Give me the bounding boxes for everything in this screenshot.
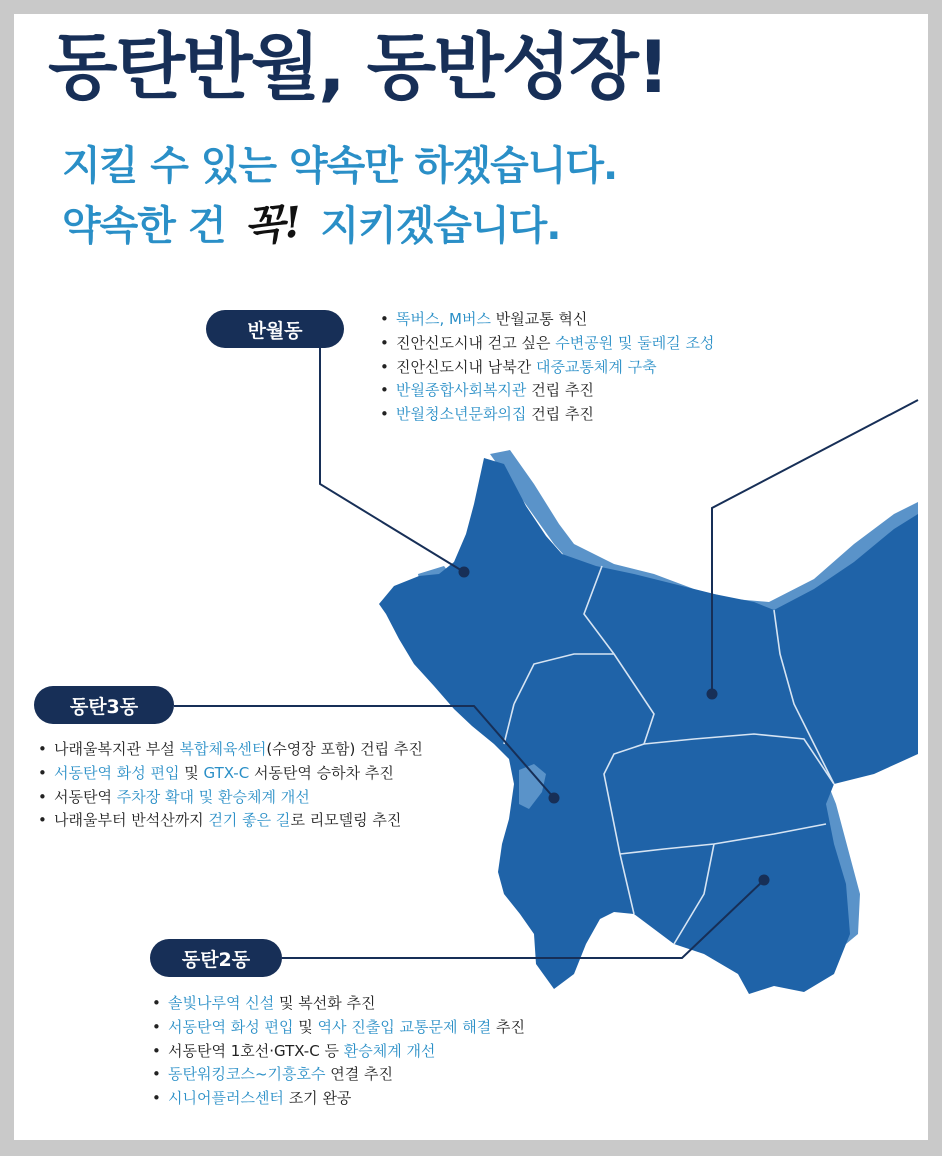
subheadline-2-before: 약속한 건 [62,203,226,249]
bullet-dot: • [152,994,161,1012]
pledge-item [38,738,423,762]
pledge-text: 나래울복지관 부설 [54,740,180,758]
pledge-highlight-text: 역사 진출입 교통문제 해결 [317,1017,492,1036]
poster-card [14,14,928,1140]
pledge-text: 나래울부터 반석산까지 [54,811,209,830]
pledge-item [38,809,423,833]
pledge-highlight-text: 복합체육센터 [179,740,267,758]
pledge-text: 연결 추진 [325,1065,393,1084]
pledge-text: 진안신도시내 남북간 [396,357,536,376]
pledge-text: 조기 완공 [283,1089,352,1108]
pledge-item [152,1063,525,1087]
bullet-dot: • [380,405,389,424]
pledge-text: 진안신도시내 걷고 싶은 [396,333,556,352]
map-territory [379,458,918,994]
pledge-text: 건립 추진 [526,405,594,424]
pledge-text: 건립 추진 [526,381,594,400]
pledge-text: 및 복선화 추진 [274,994,376,1012]
pledge-highlight-text: GTX-C [203,763,250,782]
pledge-highlight-text: 대중교통체계 구축 [535,357,657,376]
pledge-item [380,308,714,332]
pledge-text: 로 리모델링 추진 [290,811,402,830]
pledge-item [152,1016,525,1040]
district-label-dongtan3: 동탄3동 [34,686,174,724]
pledge-text: 및 [293,1017,318,1036]
marker-dongtan2 [759,875,770,886]
bullet-dot: • [152,1065,161,1084]
subheadline-2-accent: 꼭! [241,197,304,252]
dongtan2-pledge-list [152,992,525,1111]
banwol-pledge-list [380,308,714,427]
marker-dongtan3 [549,793,560,804]
pledge-highlight-text: 솔빛나루역 신설 [168,994,275,1012]
pledge-text: 추진 [491,1017,525,1036]
bullet-dot: • [38,811,47,830]
pledge-highlight-text: 주차장 확대 및 환승체계 개선 [116,787,310,806]
pledge-highlight-text: 서동탄역 화성 편입 [54,763,180,782]
bullet-dot: • [38,763,47,782]
bullet-dot: • [38,787,47,806]
pledge-text: 반월교통 혁신 [490,310,588,328]
dongtan3-pledge-list [38,738,423,833]
pledge-item [38,762,423,786]
pledge-highlight-text: 동탄워킹코스~기흥호수 [168,1065,326,1084]
bullet-dot: • [380,333,389,352]
pledge-text: (수영장 포함) 건립 추진 [266,740,423,758]
subheadline-2-after: 지키겠습니다. [320,203,561,249]
marker-banwol-center [707,689,718,700]
pledge-text: 서동탄역 1호선·GTX-C 등 [168,1041,344,1060]
pledge-item [152,1040,525,1064]
pledge-highlight-text: 반월청소년문화의집 [396,405,527,424]
marker-banwol-west [459,567,470,578]
pledge-text: 서동탄역 [54,787,117,806]
bullet-dot: • [152,1017,161,1036]
bullet-dot: • [380,310,389,328]
bullet-dot: • [152,1041,161,1060]
bullet-dot: • [380,381,389,400]
pledge-item [380,356,714,380]
pledge-highlight-text: 환승체계 개선 [343,1041,436,1060]
pledge-highlight-text: 수변공원 및 둘레길 조성 [555,333,715,352]
pledge-highlight-text: 서동탄역 화성 편입 [168,1017,294,1036]
pledge-text: 서동탄역 승하차 추진 [249,763,394,782]
district-label-banwol: 반월동 [206,310,344,348]
pledge-item [380,379,714,403]
pledge-highlight-text: 똑버스, M버스 [396,310,491,328]
bullet-dot: • [152,1089,161,1108]
pledge-item [380,332,714,356]
headline: 동탄반월, 동반성장! [48,25,668,109]
pledge-item [380,403,714,427]
pledge-item [38,786,423,810]
pledge-highlight-text: 걷기 좋은 길 [208,811,291,830]
pledge-item [152,1087,525,1111]
bullet-dot: • [38,740,47,758]
pledge-highlight-text: 시니어플러스센터 [168,1089,284,1108]
pledge-highlight-text: 반월종합사회복지관 [396,381,527,400]
subheadline-1: 지킬 수 있는 약속만 하겠습니다. [62,143,618,189]
pledge-item [152,992,525,1016]
district-map [14,14,928,1140]
bullet-dot: • [380,357,389,376]
pledge-text: 및 [179,763,204,782]
district-label-dongtan2: 동탄2동 [150,939,282,977]
